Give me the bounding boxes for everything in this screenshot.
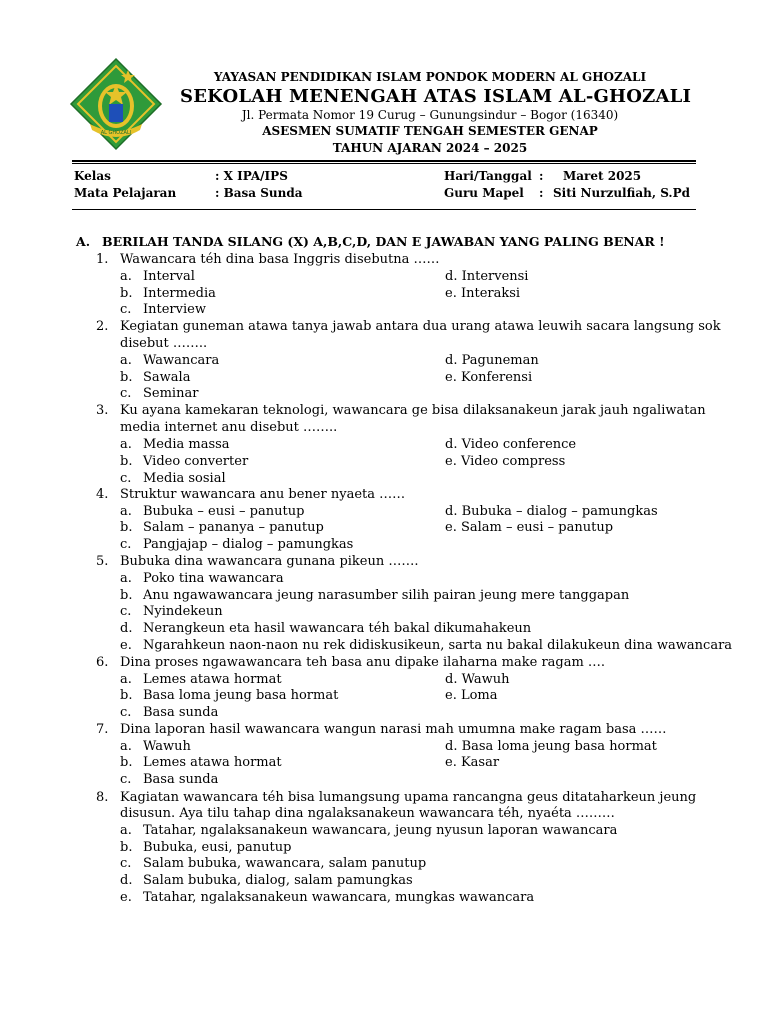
option-b[interactable]: Salam – pananya – panutup — [143, 520, 324, 535]
option-letter: a. — [120, 739, 132, 754]
option-b[interactable]: Sawala — [143, 370, 191, 385]
guru-label: Guru Mapel — [444, 186, 524, 200]
option-e[interactable]: Tatahar, ngalaksanakeun wawancara, mungkas wawancara — [143, 890, 535, 905]
kelas-value: : X IPA/IPS — [215, 169, 288, 183]
header-rule-thin — [72, 163, 696, 164]
option-c[interactable]: Basa sunda — [143, 772, 219, 787]
option-letter: c. — [120, 537, 132, 552]
option-b[interactable]: Lemes atawa hormat — [143, 755, 282, 770]
question-text: disebut …….. — [120, 336, 208, 351]
option-e[interactable]: e. Salam – eusi – panutup — [445, 520, 614, 535]
option-letter: d. — [120, 873, 133, 888]
option-letter: b. — [120, 688, 133, 703]
option-letter: a. — [120, 504, 132, 519]
option-e[interactable]: e. Kasar — [445, 755, 500, 770]
option-letter: b. — [120, 286, 133, 301]
question-number: 1. — [96, 252, 109, 267]
question-text: Wawancara téh dina basa Inggris disebutna …… — [120, 252, 440, 267]
question-text: Kagiatan wawancara téh bisa lumangsung upama rancangna geus ditataharkeun jeung — [120, 790, 697, 805]
section-letter: A. — [76, 234, 91, 249]
foundation-name: YAYASAN PENDIDIKAN ISLAM PONDOK MODERN AL GHOZALI — [213, 70, 647, 84]
question-text: Bubuka dina wawancara gunana pikeun ……. — [120, 554, 419, 569]
option-letter: a. — [120, 672, 132, 687]
question-number: 5. — [96, 554, 109, 569]
question-text: disusun. Aya tilu tahap dina ngalaksanakeun wawancara téh, nyaéta ……… — [120, 806, 615, 821]
option-letter: a. — [120, 269, 132, 284]
option-letter: e. — [120, 890, 132, 905]
question-number: 2. — [96, 319, 109, 334]
section-heading — [76, 234, 665, 249]
option-letter: c. — [120, 705, 132, 720]
option-d[interactable]: Salam bubuka, dialog, salam pamungkas — [143, 873, 413, 888]
option-letter: a. — [120, 823, 132, 838]
option-a[interactable]: Wawancara — [143, 353, 220, 368]
option-letter: b. — [120, 520, 133, 535]
question-number: 6. — [96, 655, 109, 670]
option-d[interactable]: Nerangkeun eta hasil wawancara téh bakal dikumahakeun — [143, 621, 532, 636]
question-text: Dina proses ngawawancara teh basa anu dipake ilaharna make ragam …. — [120, 655, 606, 670]
option-a[interactable]: Tatahar, ngalaksanakeun wawancara, jeung nyusun laporan wawancara — [143, 823, 618, 838]
option-letter: c. — [120, 772, 132, 787]
option-e[interactable]: e. Video compress — [445, 454, 566, 469]
option-letter: a. — [120, 437, 132, 452]
option-a[interactable]: Poko tina wawancara — [143, 571, 284, 586]
question-text: Kegiatan guneman atawa tanya jawab antara dua urang atawa leuwih sacara langsung sok — [120, 319, 721, 334]
question-text: Dina laporan hasil wawancara wangun narasi mah umumna make ragam basa …… — [120, 722, 667, 737]
mapel-label: Mata Pelajaran — [74, 186, 177, 200]
kelas-label: Kelas — [74, 169, 111, 183]
option-letter: b. — [120, 755, 133, 770]
hari-label: Hari/Tanggal — [444, 169, 532, 183]
option-b[interactable]: Anu ngawawancara jeung narasumber silih pairan jeung mere tanggapan — [143, 588, 630, 603]
option-letter: d. — [120, 621, 133, 636]
option-c[interactable]: Media sosial — [143, 471, 226, 486]
option-letter: c. — [120, 856, 132, 871]
option-b[interactable]: Intermedia — [143, 286, 216, 301]
svg-text:AL GHOZALI: AL GHOZALI — [100, 130, 132, 136]
option-d[interactable]: d. Bubuka – dialog – pamungkas — [445, 504, 658, 519]
option-b[interactable]: Basa loma jeung basa hormat — [143, 688, 339, 703]
question-text: media internet anu disebut …….. — [120, 420, 338, 435]
option-e[interactable]: Ngarahkeun naon-naon nu rek didiskusikeun, sarta nu bakal dilakukeun dina wawancara — [143, 638, 733, 653]
hari-value: Maret 2025 — [563, 169, 642, 183]
mapel-value: : Basa Sunda — [215, 186, 303, 200]
info-rule — [72, 209, 696, 210]
option-letter: b. — [120, 840, 133, 855]
option-letter: b. — [120, 370, 133, 385]
option-letter: b. — [120, 588, 133, 603]
school-address: Jl. Permata Nomor 19 Curug – Gunungsindur – Bogor (16340) — [241, 108, 619, 122]
option-d[interactable]: d. Intervensi — [445, 269, 529, 284]
school-name: SEKOLAH MENENGAH ATAS ISLAM AL-GHOZALI — [180, 86, 692, 107]
question-number: 7. — [96, 722, 109, 737]
option-e[interactable]: e. Interaksi — [445, 286, 521, 301]
option-d[interactable]: d. Wawuh — [445, 672, 510, 687]
option-d[interactable]: d. Paguneman — [445, 353, 539, 368]
option-letter: c. — [120, 302, 132, 317]
option-c[interactable]: Salam bubuka, wawancara, salam panutup — [143, 856, 427, 871]
option-a[interactable]: Media massa — [143, 437, 230, 452]
option-a[interactable]: Wawuh — [143, 739, 191, 754]
option-d[interactable]: d. Basa loma jeung basa hormat — [445, 739, 657, 754]
header-rule-thick — [72, 160, 696, 162]
option-c[interactable]: Pangjajap – dialog – pamungkas — [143, 537, 354, 552]
academic-year: TAHUN AJARAN 2024 – 2025 — [332, 141, 528, 155]
option-d[interactable]: d. Video conference — [445, 437, 577, 452]
section-title: BERILAH TANDA SILANG (X) A,B,C,D, DAN E JAWABAN YANG PALING BENAR ! — [102, 234, 665, 249]
guru-value: Siti Nurzulfiah, S.Pd — [553, 186, 691, 200]
question-number: 3. — [96, 403, 109, 418]
option-a[interactable]: Interval — [143, 269, 195, 284]
option-c[interactable]: Basa sunda — [143, 705, 219, 720]
option-b[interactable]: Video converter — [143, 454, 249, 469]
option-letter: a. — [120, 353, 132, 368]
hari-colon: : — [539, 169, 544, 183]
option-letter: c. — [120, 386, 132, 401]
option-letter: b. — [120, 454, 133, 469]
option-a[interactable]: Lemes atawa hormat — [143, 672, 282, 687]
option-letter: a. — [120, 571, 132, 586]
question-number: 8. — [96, 790, 109, 805]
option-c[interactable]: Nyindekeun — [143, 604, 223, 619]
option-e[interactable]: e. Konferensi — [445, 370, 533, 385]
question-number: 4. — [96, 487, 109, 502]
question-text: Struktur wawancara anu bener nyaeta …… — [120, 487, 406, 502]
option-letter: e. — [120, 638, 132, 653]
option-c[interactable]: Interview — [143, 302, 206, 317]
school-logo — [68, 56, 164, 152]
exam-title: ASESMEN SUMATIF TENGAH SEMESTER GENAP — [262, 124, 598, 138]
question-text: Ku ayana kamekaran teknologi, wawancara ge bisa dilaksanakeun jarak jauh ngaliwatan — [120, 403, 706, 418]
guru-colon: : — [539, 186, 544, 200]
option-letter: c. — [120, 471, 132, 486]
option-a[interactable]: Bubuka – eusi – panutup — [143, 504, 305, 519]
option-letter: c. — [120, 604, 132, 619]
option-b[interactable]: Bubuka, eusi, panutup — [143, 840, 292, 855]
option-c[interactable]: Seminar — [143, 386, 199, 401]
option-e[interactable]: e. Loma — [445, 688, 498, 703]
